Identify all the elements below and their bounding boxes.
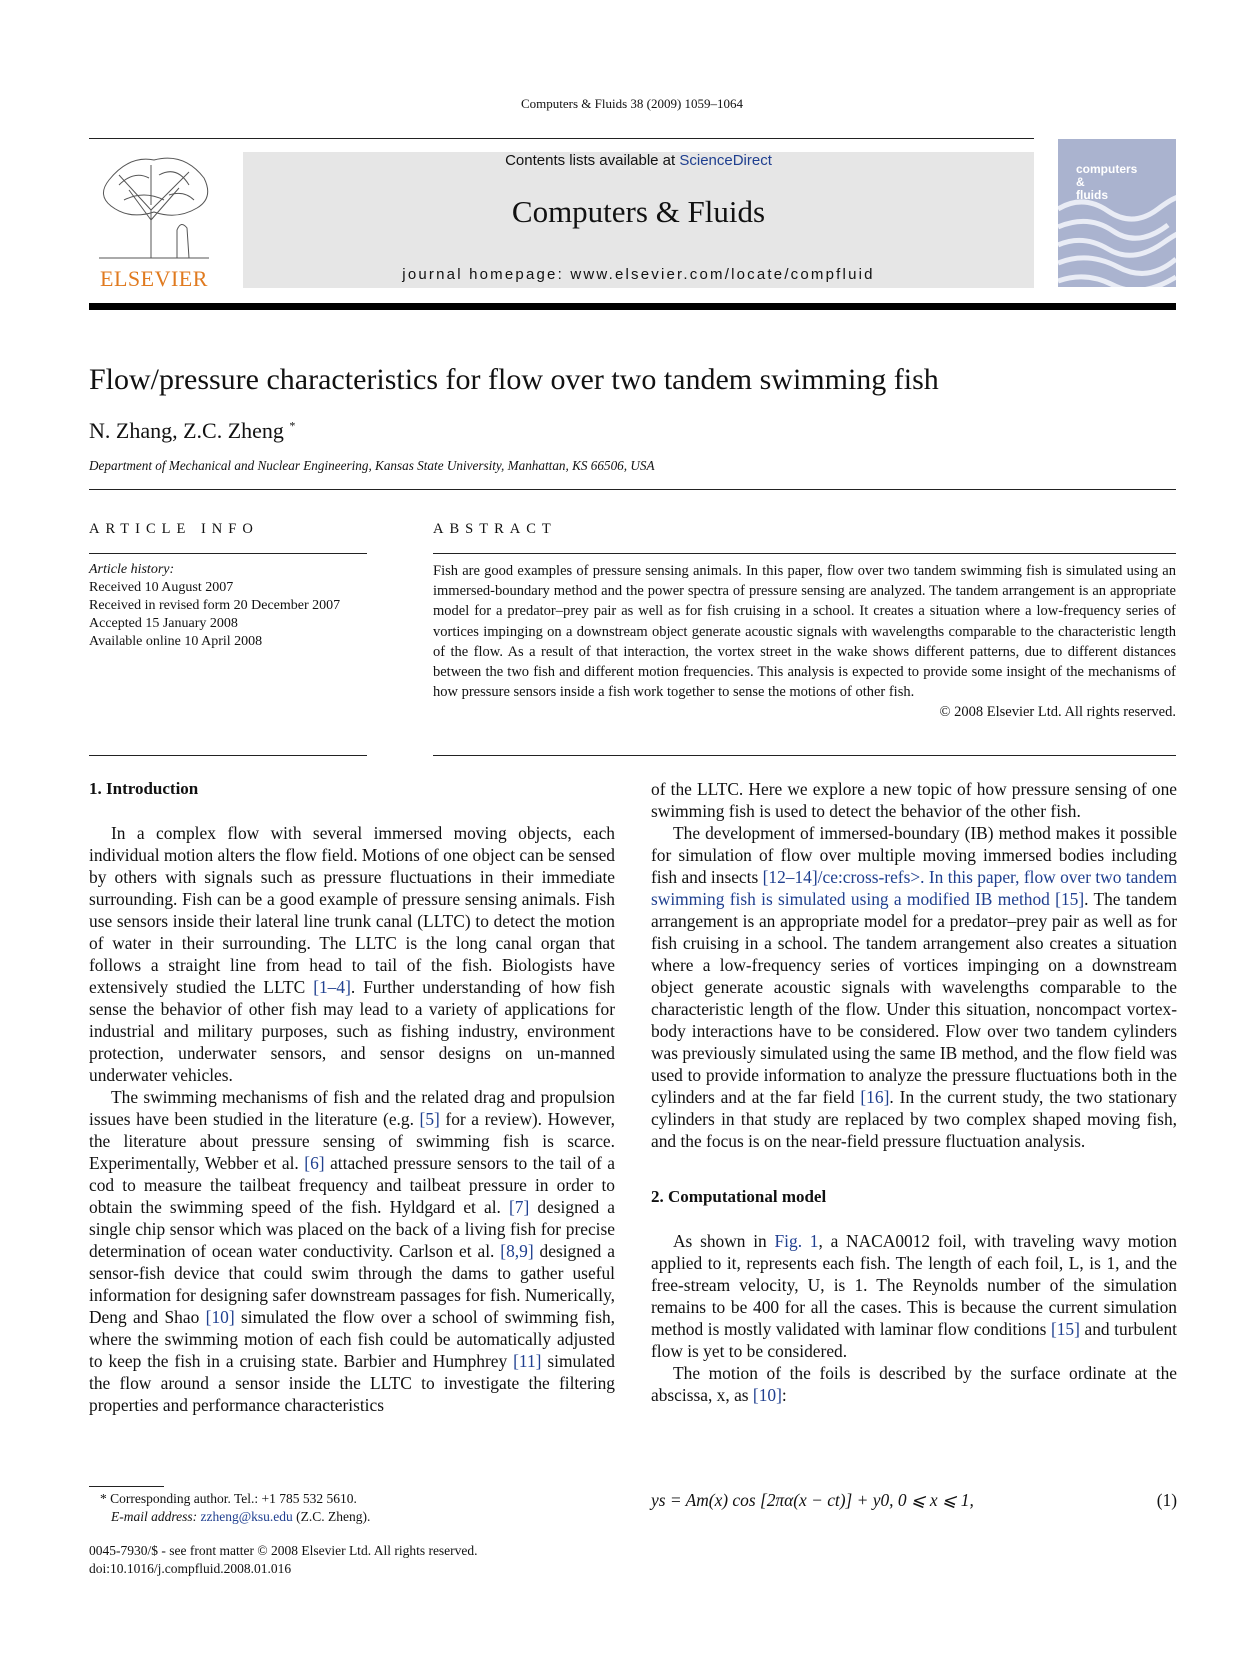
history-received: Received 10 August 2007 <box>89 580 234 595</box>
equation-number: (1) <box>1156 1490 1177 1510</box>
journal-homepage[interactable]: journal homepage: www.elsevier.com/locate/compfluid <box>402 266 875 283</box>
citation-link[interactable]: [11] <box>513 1351 542 1371</box>
history-online: Available online 10 April 2008 <box>89 634 263 649</box>
elsevier-logo <box>89 150 219 292</box>
intro-paragraph-2-continued: of the LLTC. Here we explore a new topic of how pressure sensing of one swimming fish is used to detect the behavior of the other fish. <box>651 779 1177 821</box>
figure-link[interactable]: Fig. 1 <box>774 1231 819 1251</box>
doi-line[interactable]: doi:10.1016/j.compfluid.2008.01.016 <box>89 1561 292 1576</box>
cover-word-2: & <box>1076 175 1085 189</box>
email-link[interactable]: zzheng@ksu.edu <box>200 1509 293 1524</box>
cover-word-3: fluids <box>1076 188 1108 202</box>
corresponding-author-footnote <box>100 1490 370 1526</box>
citation-link[interactable]: [15] <box>1050 1319 1080 1339</box>
history-revised: Received in revised form 20 December 2007 <box>89 598 341 613</box>
abstract-heading: ABSTRACT <box>433 521 557 537</box>
intro-paragraph-1: In a complex flow with several immersed moving objects, each individual motion alters the flow field. Motions of one object can be sensed by others with signals such as pressure fluctuations in their immediate surrounding. Fish can be a good example of pressure sensing animals. Fish use sensors inside their lateral line trunk canal (LLTC) to detect the motion of water in their surrounding. The LLTC is the long canal organ that follows a straight line from head to tail of the fish. Biologists have extensively studied the LLTC [1–4]. Further understanding of how fish sense the behavior of other fish may lead to a variety of applications for industrial and military purposes, such as fishing industry, environment protection, underwater sensors, and sensor designs on un-manned underwater vehicles. <box>89 823 615 1085</box>
email-suffix: (Z.C. Zheng). <box>292 1509 371 1524</box>
author-list <box>89 418 295 444</box>
article-history <box>89 561 340 651</box>
cover-title <box>1076 163 1137 202</box>
contents-prefix: Contents lists available at <box>505 152 680 169</box>
intro-paragraph-2: The swimming mechanisms of fish and the related drag and propulsion issues have been studied in the literature (e.g. [5] for a review). However, the literature about pressure sensing of swimming fish is scarce. Experimentally, Webber et al. [6] attached pressure sensors to the tail of a cod to measure the tailbeat frequency and tailbeat pressure in order to obtain the swimming speed of the fish. Hyldgard et al. [7] designed a single chip sensor which was placed on the back of a living fish for precise determination of ocean water conductivity. Carlson et al. [8,9] designed a sensor-fish device that could swim through the dams to gather useful information for designing safer downstream passages for fish. Numerically, Deng and Shao [10] simulated the flow over a school of swimming fish, where the swimming motion of each fish could be automatically adjusted to keep the fish in a cruising state. Barbier and Humphrey [11] simulated the flow around a sensor inside the LLTC to investigate the filtering properties and performance characteristics <box>89 1087 616 1415</box>
article-title: Flow/pressure characteristics for flow over two tandem swimming fish <box>89 363 939 396</box>
abstract-copyright: © 2008 Elsevier Ltd. All rights reserved. <box>939 704 1176 721</box>
publisher-logo-text: ELSEVIER <box>100 266 208 291</box>
citation-link[interactable]: [7] <box>508 1197 530 1217</box>
citation-link[interactable]: [8,9] <box>500 1241 534 1261</box>
footnote-line-2 <box>100 1508 370 1526</box>
footnote-line-1 <box>100 1490 370 1508</box>
footnote-rule <box>89 1486 164 1487</box>
introduction-heading: 1. Introduction <box>89 779 199 798</box>
email-label: E-mail address: <box>111 1509 201 1524</box>
header-thick-rule <box>89 303 1176 310</box>
citation-link[interactable]: [10] <box>752 1385 782 1405</box>
abstract-body <box>433 561 1176 723</box>
header-rule <box>89 138 1034 139</box>
affiliation-rule <box>89 489 1176 490</box>
contents-line <box>243 152 1034 169</box>
citation-link[interactable]: [12–14]/ce:cross-refs>. In this paper, flow over two tandem swimming fish is simulated using a modified IB method [15] <box>651 867 1177 909</box>
footnote-mark: * <box>100 1491 107 1506</box>
history-accepted: Accepted 15 January 2008 <box>89 616 238 631</box>
model-paragraph-1: As shown in Fig. 1, a NACA0012 foil, with traveling wavy motion applied to it, represents each fish. The length of each foil, L, is 1, and the free-stream velocity, U, is 1. The Reynolds number of the simulation remains to be 400 for all the cases. This is because the current simulation method is mostly validated with laminar flow conditions [15] and turbulent flow is yet to be considered. <box>651 1231 1178 1361</box>
equation-1 <box>651 1490 1177 1511</box>
citation-link[interactable]: [10] <box>205 1307 235 1327</box>
abstract-top-rule <box>433 553 1176 554</box>
intro-paragraph-3: The development of immersed-boundary (IB) method makes it possible for simulation of flow over multiple moving immersed bodies including fish and insects [12–14]/ce:cross-refs>. In this paper, flow over two tandem swimming fish is simulated using a modified IB method [15]. The tandem arrangement is an appropriate model for a predator–prey pair as well as for fish cruising in a school. The tandem arrangement also creates a situation where a low-frequency series of vortices impinging on a downstream object generate acoustic signals with wavelengths comparable to the characteristic length of the flow. Under this situation, noncompact vortex-body interactions have to be considered. Flow over two tandem cylinders was previously simulated using the same IB method, and the flow field was used to provide information to analyze the pressure fluctuations both in the cylinders and at the far field [16]. In the current study, the two stationary cylinders in that study are replaced by two complex shaped moving fish, and the focus is on the near-field pressure fluctuation analysis. <box>651 823 1177 1151</box>
journal-title: Computers & Fluids <box>511 194 766 229</box>
info-top-rule <box>89 553 367 554</box>
front-matter <box>89 1542 478 1578</box>
model-paragraph-2: The motion of the foils is described by the surface ordinate at the abscissa, x, as [10]: <box>651 1363 1177 1405</box>
elsevier-tree-icon <box>89 150 219 260</box>
right-column <box>651 778 1177 1406</box>
front-matter-line: 0045-7930/$ - see front matter © 2008 Elsevier Ltd. All rights reserved. <box>89 1543 478 1558</box>
citation-link[interactable]: [1–4] <box>313 977 351 997</box>
article-info-heading: ARTICLE INFO <box>89 521 259 537</box>
journal-banner <box>243 152 1034 288</box>
history-label: Article history: <box>89 562 175 577</box>
left-column <box>89 778 615 1416</box>
citation-link[interactable]: [16] <box>860 1087 890 1107</box>
footnote-text: Corresponding author. Tel.: +1 785 532 5610. <box>110 1491 357 1506</box>
equation-expression: ys = Am(x) cos [2πα(x − ct)] + y0, 0 ⩽ x ⩽ 1, <box>651 1490 974 1510</box>
abstract-text: Fish are good examples of pressure sensing animals. In this paper, flow over two tandem swimming fish is simulated using an immersed-boundary method and the power spectra of pressure sensing are analyzed. The tandem arrangement is an appropriate model for a predator–prey pair as well as for fish cruising in a school. It creates a situation where a low-frequency series of vortices impinging on a downstream object generate acoustic signals with wavelengths comparable to the characteristic length of the flow. As a result of that interaction, the vortex street in the wake shows different patterns, due to different distances between the two fish and different motion frequencies. This analysis is expected to provide some insight of the mechanisms of how pressure sensors inside a fish work together to sense the motions of other fish. <box>433 563 1176 701</box>
citation-link[interactable]: [6] <box>304 1153 325 1173</box>
journal-cover-image <box>1058 139 1176 287</box>
cover-word-1: computers <box>1076 162 1138 176</box>
abstract-bottom-rule <box>433 755 1176 756</box>
corresponding-author-mark[interactable]: * <box>289 418 296 433</box>
computational-model-heading: 2. Computational model <box>651 1187 827 1206</box>
citation-link[interactable]: [5] <box>419 1109 440 1129</box>
journal-reference: Computers & Fluids 38 (2009) 1059–1064 <box>520 96 744 111</box>
affiliation: Department of Mechanical and Nuclear Engineering, Kansas State University, Manhattan, KS 66506, USA <box>89 458 655 473</box>
info-bottom-rule <box>89 755 367 756</box>
sciencedirect-link[interactable]: ScienceDirect <box>679 152 772 169</box>
authors-text: N. Zhang, Z.C. Zheng <box>89 418 284 443</box>
